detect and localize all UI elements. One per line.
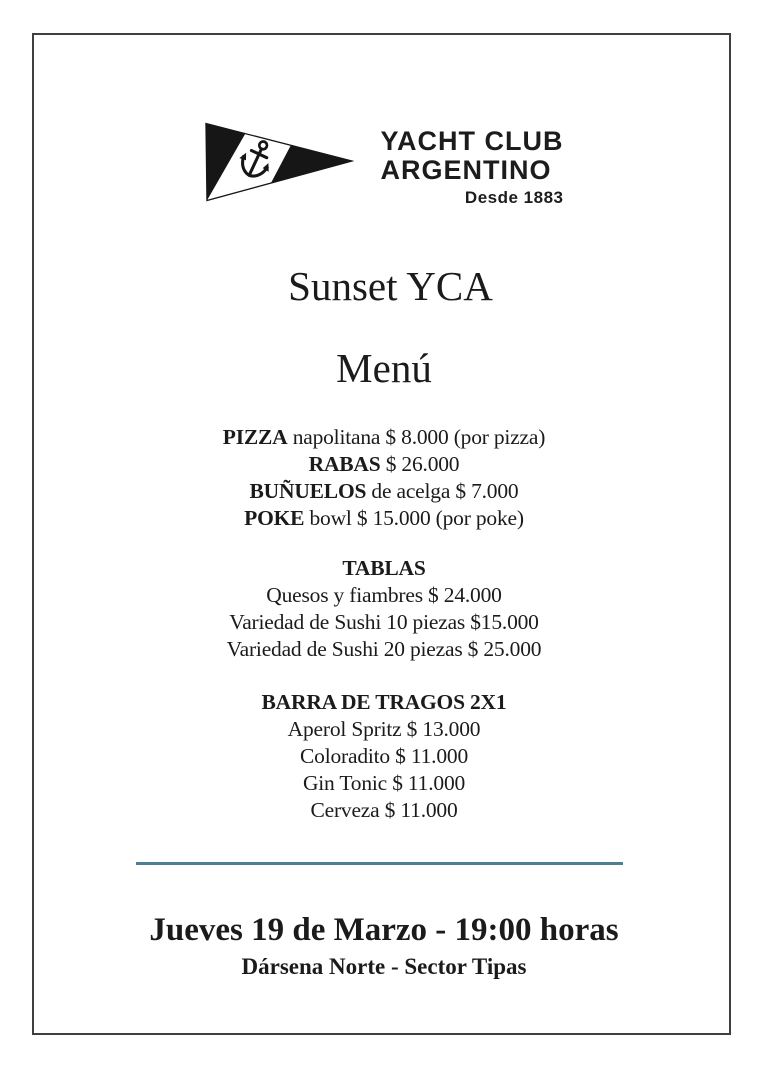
- event-details: [0, 908, 768, 982]
- menu-item: [0, 505, 768, 532]
- menu-section-header-tragos: BARRA DE TRAGOS 2X1: [261, 690, 507, 714]
- menu-item-detail: Quesos y fiambres $ 24.000: [266, 583, 502, 607]
- menu-item-detail: Gin Tonic $ 11.000: [302, 771, 466, 795]
- menu-item: [0, 582, 768, 609]
- club-name-line1: YACHT CLUB: [380, 126, 564, 156]
- menu-item: [0, 716, 768, 743]
- menu-item-detail: Variedad de Sushi 10 piezas $15.000: [229, 610, 539, 634]
- menu-item-detail: bowl $ 15.000 (por poke): [304, 506, 524, 530]
- menu-list: [0, 424, 768, 824]
- menu-item-detail: napolitana $ 8.000 (por pizza): [287, 425, 546, 449]
- menu-item-detail: $ 26.000: [380, 452, 460, 476]
- event-title: Sunset YCA: [288, 263, 493, 309]
- menu-item: [0, 451, 768, 478]
- club-tagline: Desde 1883: [464, 188, 564, 207]
- menu-section-header-tablas: TABLAS: [342, 556, 426, 580]
- section-spacer: [0, 532, 768, 555]
- menu-item-name: POKE: [244, 506, 305, 530]
- menu-item-detail: de acelga $ 7.000: [366, 479, 519, 503]
- menu-item-detail: Cerveza $ 11.000: [310, 798, 458, 822]
- menu-item-detail: Coloradito $ 11.000: [300, 744, 468, 768]
- club-logo: [0, 121, 768, 208]
- event-location: Dársena Norte - Sector Tipas: [241, 954, 527, 979]
- burgee-flag-icon: [204, 121, 354, 203]
- menu-item-detail: Aperol Spritz $ 13.000: [287, 717, 481, 741]
- menu-item-name: RABAS: [308, 452, 381, 476]
- club-name-line2: ARGENTINO: [380, 155, 552, 185]
- section-spacer: [0, 663, 768, 689]
- teal-divider-rule: [136, 862, 623, 865]
- menu-item: [0, 770, 768, 797]
- menu-item: [0, 478, 768, 505]
- club-wordmark: [380, 127, 563, 208]
- menu-item: [0, 743, 768, 770]
- menu-item-name: PIZZA: [222, 425, 288, 449]
- menu-item: [0, 797, 768, 824]
- menu-item-detail: Variedad de Sushi 20 piezas $ 25.000: [226, 637, 542, 661]
- menu-item-name: BUÑUELOS: [249, 479, 367, 503]
- menu-item: [0, 609, 768, 636]
- menu-item: [0, 636, 768, 663]
- menu-item: [0, 424, 768, 451]
- menu-heading: Menú: [336, 345, 432, 391]
- event-datetime: Jueves 19 de Marzo - 19:00 horas: [149, 912, 619, 948]
